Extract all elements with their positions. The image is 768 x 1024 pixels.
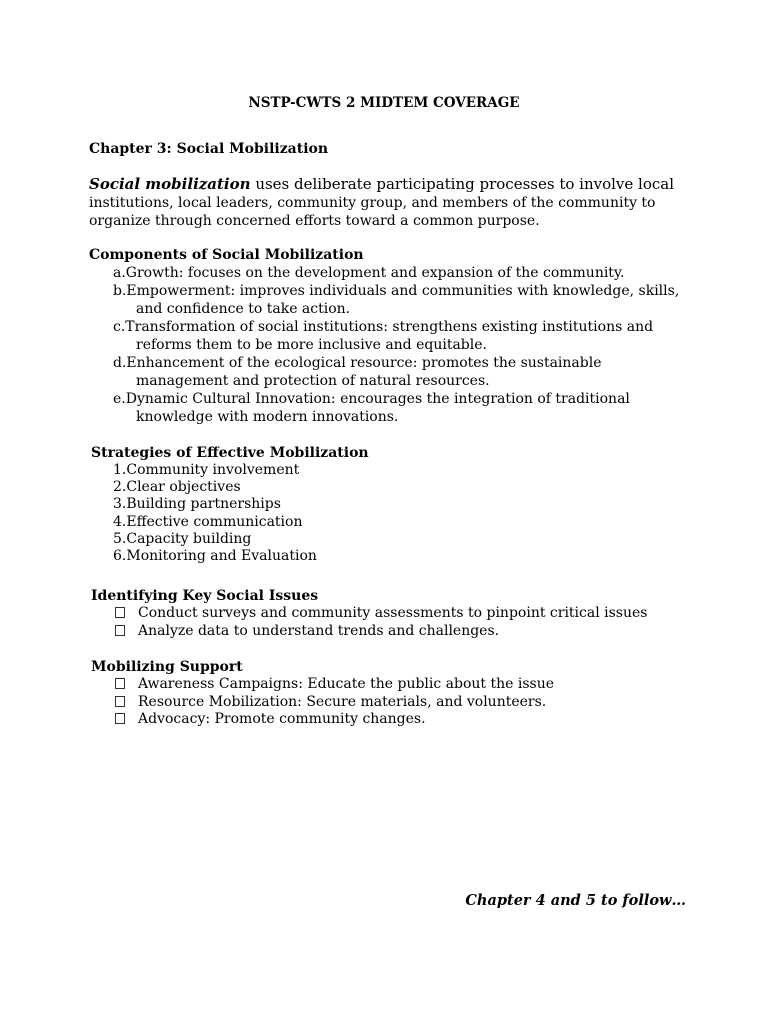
key-issues-section (91, 587, 691, 640)
list-item: 6.Monitoring and Evaluation (113, 548, 317, 565)
list-item (89, 390, 689, 426)
list-item-text: Dynamic Cultural Innovation: encourages the integration of traditional knowledge with modern innovations. (125, 391, 630, 425)
list-item (91, 711, 691, 729)
list-marker: e. (113, 391, 126, 407)
list-item (89, 264, 689, 282)
list-item-text: Resource Mobilization: Secure materials, and volunteers. (138, 693, 547, 710)
list-item-text: Conduct surveys and community assessments to pinpoint critical issues (138, 605, 648, 621)
list-item-text: Analyze data to understand trends and challenges. (138, 622, 500, 639)
list-item-text: Empowerment: improves individuals and communities with knowledge, skills, and confidence to take action. (126, 283, 680, 317)
footer-note: Chapter 4 and 5 to follow… (465, 892, 686, 909)
components-section (89, 246, 689, 426)
list-item (91, 605, 691, 623)
checkbox-bullet-icon (115, 607, 125, 618)
components-heading: Components of Social Mobilization (89, 247, 364, 263)
list-item (91, 623, 691, 641)
chapter-heading: Chapter 3: Social Mobilization (89, 141, 329, 157)
list-marker: b. (113, 283, 127, 299)
list-item: 4.Effective communication (113, 513, 303, 530)
checkbox-bullet-icon (115, 696, 125, 707)
support-heading: Mobilizing Support (91, 659, 243, 675)
checkbox-bullet-icon (115, 625, 125, 636)
list-item: 2.Clear objectives (113, 479, 241, 496)
list-item: 3.Building partnerships (113, 496, 281, 513)
intro-continuation: institutions, local leaders, community group, and members of the community to organize through concerned efforts toward a common purpose. (89, 195, 656, 229)
support-section (91, 658, 691, 729)
strategies-heading: Strategies of Effective Mobilization (91, 445, 369, 461)
list-marker: a. (113, 265, 126, 281)
key-issues-heading: Identifying Key Social Issues (91, 588, 319, 604)
list-item-text: Transformation of social institutions: strengthens existing institutions and reforms them to be more inclusive and equitable. (125, 319, 654, 353)
list-item-text: Advocacy: Promote community changes. (138, 711, 426, 727)
list-item (89, 354, 689, 390)
list-marker: d. (113, 355, 127, 371)
list-item: 5.Capacity building (113, 530, 252, 547)
list-item-text: Awareness Campaigns: Educate the public about the issue (138, 676, 555, 692)
checkbox-bullet-icon (115, 678, 125, 689)
strategies-section (91, 444, 691, 565)
list-item-text: Enhancement of the ecological resource: promotes the sustainable management and protection of natural resources. (126, 355, 602, 389)
list-marker: c. (113, 319, 126, 335)
checkbox-bullet-icon (115, 713, 125, 724)
intro-paragraph (89, 175, 679, 230)
intro-lead-term: Social mobilization (89, 175, 251, 193)
list-item-text: Growth: focuses on the development and expansion of the community. (125, 265, 625, 281)
list-item (89, 318, 689, 354)
list-item (89, 282, 689, 318)
intro-lead-rest: uses deliberate participating processes to involve local (250, 175, 674, 193)
document-title: NSTP-CWTS 2 MIDTEM COVERAGE (248, 95, 520, 111)
list-item (91, 676, 691, 694)
list-item: 1.Community involvement (113, 462, 300, 478)
list-item (91, 694, 691, 712)
